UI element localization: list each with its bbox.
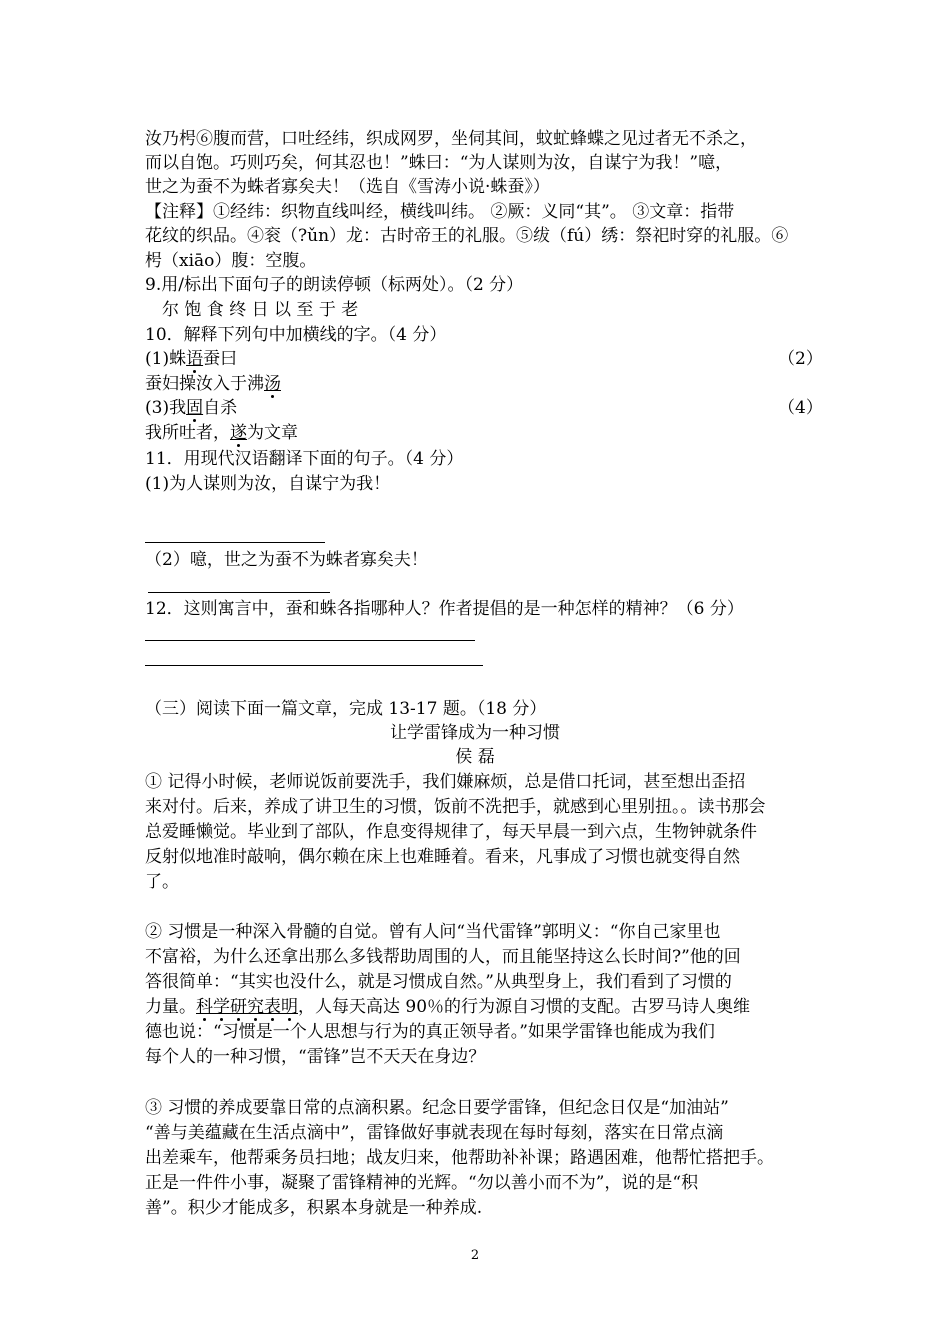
q10-item-3-key: 固 bbox=[186, 398, 204, 418]
q11-prompt: 11．用现代汉语翻译下面的句子。（4 分） bbox=[145, 449, 464, 469]
q11-answer-line-1[interactable] bbox=[145, 542, 325, 543]
q10-item-4-key: 遂 bbox=[230, 423, 247, 443]
fable-line-2: 而以自饱。巧则巧矣，何其忍也！”蛛曰：“为人谋则为汝，自谋宁为我！”噫， bbox=[145, 153, 733, 173]
q10-item-4-pre: 我所吐者， bbox=[145, 423, 230, 443]
notes-line-2: 花纹的织品。④衮（?ǔn）龙：古时帝王的礼服。⑤绂（fú）绣：祭祀时穿的礼服。⑥ bbox=[145, 226, 789, 246]
p3-line-3: 出差乘车，他帮乘务员扫地；战友归来，他帮助补补课；路遇困难，他帮忙搭把手。 bbox=[145, 1148, 774, 1168]
q12-answer-line-2[interactable] bbox=[145, 665, 483, 666]
p2-line-6: 每个人的一种习惯，“雷锋”岂不天天在身边？ bbox=[145, 1047, 486, 1067]
p1-line-1: ① 记得小时候，老师说饭前要洗手，我们嫌麻烦，总是借口托词，甚至想出歪招 bbox=[145, 772, 746, 792]
page-number: 2 bbox=[470, 1248, 480, 1263]
q11-answer-line-2[interactable] bbox=[148, 592, 330, 593]
p1-line-5: 了。 bbox=[145, 872, 179, 892]
article-author: 侯 磊 bbox=[455, 747, 495, 767]
q9-sentence: 尔 饱 食 终 日 以 至 于 老 bbox=[162, 300, 359, 320]
notes-line-3: 枵（xiāo）腹：空腹。 bbox=[145, 251, 317, 271]
q10-item-3-pre: (3)我 bbox=[145, 398, 187, 418]
fable-line-1: 汝乃枵⑥腹而营，口吐经纬，织成网罗，坐伺其间，蚊虻蜂蝶之见过者无不杀之， bbox=[145, 129, 757, 149]
p3-line-4: 正是一件件小事，凝聚了雷锋精神的光辉。“勿以善小而不为”，说的是“积 bbox=[145, 1173, 699, 1193]
p2-line-2: 不富裕，为什么还拿出那么多钱帮助周围的人，而且能坚持这么长时间?”他的回 bbox=[145, 947, 741, 967]
fable-line-3: 世之为蚕不为蛛者寡矣夫！（选自《雪涛小说·蛛蚕》） bbox=[145, 177, 550, 197]
p2-line-1: ② 习惯是一种深入骨髓的自觉。曾有人问“当代雷锋”郭明义：“你自己家里也 bbox=[145, 922, 721, 942]
q12-prompt: 12．这则寓言中，蚕和蛛各指哪种人？作者提倡的是一种怎样的精神？（6 分） bbox=[145, 599, 744, 619]
p1-line-4: 反射似地准时敲响，偶尔赖在床上也难睡着。看来，凡事成了习惯也就变得自然 bbox=[145, 847, 740, 867]
q10-item-2-pre: 蚕妇操汝入于沸 bbox=[145, 374, 264, 394]
q10-item-3-post: 自杀 bbox=[203, 398, 238, 418]
q10-item-1-key: 语 bbox=[186, 349, 204, 369]
q12-answer-line-1[interactable] bbox=[145, 640, 475, 641]
p3-line-5: 善”。积少才能成多，积累本身就是一种养成. bbox=[145, 1198, 483, 1218]
p2-line-4-post: ，人每天高达 90％的行为源自习惯的支配。古罗马诗人奥维 bbox=[298, 997, 751, 1017]
p1-line-2: 来对付。后来，养成了讲卫生的习惯，饭前不洗把手，就感到心里别扭。。读书那会 bbox=[145, 797, 766, 817]
q11-item-1: (1)为人谋则为汝，自谋宁为我！ bbox=[145, 474, 391, 494]
q10-item-1-pre: (1)蛛 bbox=[145, 349, 187, 369]
q10-item-1 bbox=[145, 347, 237, 371]
q10-item-2-label: （2） bbox=[778, 349, 823, 369]
q10-item-2 bbox=[145, 372, 281, 396]
q9-prompt: 9.用/标出下面句子的朗读停顿（标两处）。（2 分） bbox=[145, 275, 524, 295]
p2-line-4-pre: 力量。 bbox=[145, 997, 196, 1017]
p2-line-5: 德也说：“习惯是一个人思想与行为的真正领导者。”如果学雷锋也能成为我们 bbox=[145, 1022, 715, 1042]
q10-item-4 bbox=[145, 421, 298, 445]
p2-line-3: 答很简单：“其实也没什么，就是习惯成自然。”从典型身上，我们看到了习惯的 bbox=[145, 972, 732, 992]
q10-item-3 bbox=[145, 396, 237, 420]
article-title: 让学雷锋成为一种习惯 bbox=[390, 723, 560, 743]
q11-item-2: （2）噫，世之为蚕不为蛛者寡矣夫！ bbox=[145, 550, 428, 570]
q10-prompt: 10．解释下列句中加横线的字。（4 分） bbox=[145, 325, 447, 345]
q10-item-4-post: 为文章 bbox=[247, 423, 298, 443]
p3-line-1: ③ 习惯的养成要靠日常的点滴积累。纪念日要学雷锋，但纪念日仅是“加油站” bbox=[145, 1098, 729, 1118]
p1-line-3: 总爱睡懒觉。毕业到了部队，作息变得规律了，每天早晨一到六点，生物钟就条件 bbox=[145, 822, 757, 842]
q10-item-4-label: （4） bbox=[778, 398, 823, 418]
p3-line-2: “善与美蕴藏在生活点滴中”，雷锋做好事就表现在每时每刻，落实在日常点滴 bbox=[145, 1123, 724, 1143]
q10-item-1-post: 蚕曰 bbox=[203, 349, 238, 369]
p2-line-4-key: 科学研究表明 bbox=[196, 997, 298, 1017]
section3-heading: （三）阅读下面一篇文章，完成 13-17 题。（18 分） bbox=[145, 699, 547, 719]
p2-line-4 bbox=[145, 995, 750, 1019]
q10-item-2-key: 汤 bbox=[264, 374, 281, 394]
notes-line-1: 【注释】①经纬：织物直线叫经，横线叫纬。 ②厥：义同“其”。 ③文章：指带 bbox=[145, 202, 735, 222]
